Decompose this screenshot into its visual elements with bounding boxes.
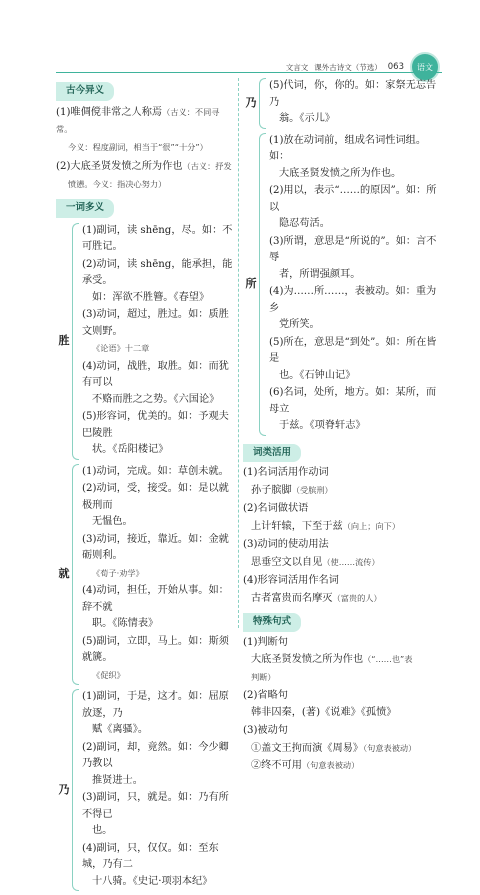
sense-item: (1)副词，于是，这才。如：屈原放逐，乃 赋《离骚》。 <box>82 691 229 735</box>
sense-item: (2)用以，表示“……的原因”。如：所以 隐忍苟活。 <box>269 185 437 229</box>
brace <box>259 133 266 436</box>
word-group-nai-cont <box>243 78 441 129</box>
brace <box>72 223 79 460</box>
right-column <box>243 78 441 777</box>
meaning-entry: (2)大底圣贤发愤之所为作也（古义：抒发 愤懑。今义：指决心努力） <box>56 161 232 189</box>
subject-label: 文言文 <box>285 62 309 72</box>
usage-entry: (4)形容词活用作名词 古者富贵而名摩灭（富贵的人） <box>243 575 382 604</box>
book-logo-icon: 语文 <box>410 52 440 82</box>
word-group-sheng <box>56 223 233 460</box>
section-title-sentence-pattern: 特殊句式 <box>243 613 301 632</box>
word-group-suo <box>243 133 441 436</box>
pattern-entry: (3)被动句 ①盖文王拘而演《周易》（句意表被动） ②终不可用（句意表被动） <box>243 725 417 771</box>
sense-item: (1)副词，读 shēng，尽。如：不可胜记。 <box>82 224 233 252</box>
head-character: 乃 <box>245 96 257 109</box>
brace <box>72 464 79 686</box>
sense-item: (5)形容词，优美的。如：予观夫巴陵胜 状。《岳阳楼记》 <box>82 411 229 455</box>
sense-item: (4)动词，担任，开始从事。如：辞不就 职。《陈情表》 <box>82 585 229 629</box>
brace <box>259 78 266 129</box>
sense-item: (5)副词，立即，马上。如：斯须就篪。 《促织》 <box>82 635 229 680</box>
sense-item: (2)动词，读 shēng，能承担，能承受。 如：浑欲不胜簪。《春望》 <box>82 258 233 303</box>
sense-item: (4)为……所……，表被动。如：重为乡 党所笑。 <box>269 286 437 330</box>
sense-item: (1)放在动词前，组成名词性词组。如： 大底圣贤发愤之所为作也。 <box>269 134 427 179</box>
head-character: 就 <box>58 567 70 580</box>
section-title-polysemy: 一词多义 <box>56 199 114 218</box>
brace <box>72 689 79 891</box>
sense-item: (3)动词，接近，靠近。如：金就砺则利。 《荀子·劝学》 <box>82 533 229 578</box>
sense-item: (4)动词，战胜，取胜。如：而犹有可以 不赂而胜之之势。《六国论》 <box>82 360 229 405</box>
sense-item: (3)动词，超过，胜过。如：质胜文则野。 《论语》十二章 <box>82 309 229 353</box>
usage-entry: (3)动词的使动用法 思垂空文以自见（使……流传） <box>243 539 380 568</box>
head-character: 胜 <box>58 333 70 347</box>
series-label: 课外古诗文（节选） <box>314 62 382 72</box>
head-character: 乃 <box>58 782 70 796</box>
sense-item: (3)副词，只，就是。如：乃有所不得已 也。 <box>82 792 229 836</box>
section-title-word-class: 词类活用 <box>243 444 301 463</box>
sense-item: (5)所在，意思是“到处”。如：所在皆是 也。《石钟山记》 <box>269 336 437 381</box>
sense-item: (6)名词，处所，地方。如：某所，而母立 于兹。《项脊轩志》 <box>269 387 437 431</box>
usage-entry: (2)名词做状语 上计轩辕，下至于兹（向上；向下） <box>243 503 401 532</box>
column-divider <box>238 78 239 628</box>
sense-item: (3)所谓，意思是“所说的”。如：言不辱 者，所谓强颜耳。 <box>269 235 437 280</box>
head-character: 所 <box>245 276 257 290</box>
section-title-ancient-modern: 古今异义 <box>56 82 114 101</box>
sense-item: (1)动词，完成。如：草创未就。 <box>82 465 229 477</box>
sense-item: (5)代词，你，你的。如：家祭无忘告乃 翁。《示儿》 <box>269 80 437 124</box>
word-group-nai <box>56 689 233 891</box>
usage-entry: (1)名词活用作动词 孙子膑脚（受膑刑） <box>243 467 333 496</box>
left-column <box>56 78 233 895</box>
header-rule <box>56 72 442 73</box>
sense-item: (2)副词，却，竟然。如：今少卿乃教以 推贤进士。 <box>82 741 229 786</box>
pattern-entry: (2)省略句 韩非囚秦，(著)《说难》《孤愤》 <box>243 690 397 718</box>
meaning-entry: (1)唯倜傥非常之人称焉（古义：不同寻常。 今义：程度副词，相当于“很”“十分”） <box>56 106 220 152</box>
page-number: 063 <box>387 62 404 72</box>
sense-item: (4)副词，只，仅仅。如：至东城，乃有二 十八骑。《史记·项羽本纪》 <box>82 842 219 887</box>
word-group-jiu <box>56 464 233 686</box>
sense-item: (2)动词，受，接受。如：是以就极刑而 无愠色。 <box>82 483 229 527</box>
pattern-entry: (1)判断句 大底圣贤发愤之所为作也（“……也”表 判断） <box>243 636 413 682</box>
